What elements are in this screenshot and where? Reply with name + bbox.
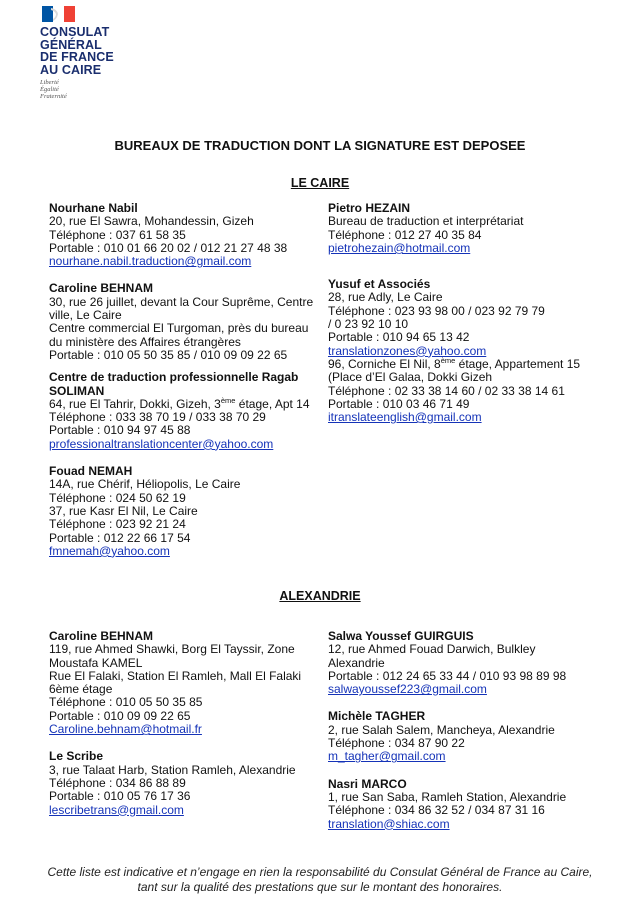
phone-line: Téléphone : 02 33 38 14 60 / 02 33 38 14 61 — [328, 383, 565, 398]
org-line: DE FRANCE — [40, 50, 114, 64]
translator-entry — [328, 202, 598, 255]
section-heading-cairo: LE CAIRE — [290, 176, 350, 190]
email-link[interactable]: translation@shiac.com — [328, 816, 450, 831]
phone-line: Téléphone : 012 27 40 35 84 — [328, 227, 482, 242]
phone-line: Téléphone : 023 92 21 24 — [49, 517, 186, 532]
translator-name: Nourhane Nabil — [49, 201, 138, 215]
address-line: (Place d’El Galaa, Dokki Gizeh — [328, 370, 493, 385]
cairo-right-column — [328, 202, 598, 433]
ordinal-suffix: ème — [220, 395, 236, 405]
address-text: étage, Apt 14 — [235, 396, 310, 411]
translator-entry — [49, 282, 319, 362]
marianne-flag-icon — [42, 6, 75, 22]
translator-entry — [328, 710, 598, 763]
address-text: 64, rue El Tahrir, Dokki, Gizeh, 3 — [49, 396, 221, 411]
phone-line: Téléphone : 034 86 32 52 / 034 87 31 16 — [328, 803, 545, 818]
translator-entry — [49, 630, 319, 736]
document-title: BUREAUX DE TRADUCTION DONT LA SIGNATURE EST DEPOSEE — [114, 138, 526, 153]
section-heading-alexandria: ALEXANDRIE — [279, 589, 361, 603]
mobile-line: Portable : 010 05 50 35 85 / 010 09 09 22 65 — [49, 347, 288, 362]
translator-entry — [49, 750, 319, 816]
translator-name: Michèle TAGHER — [328, 709, 426, 724]
email-link[interactable]: salwayoussef223@gmail.com — [328, 682, 487, 697]
motto-line: Égalité — [40, 86, 59, 93]
translator-entry — [49, 371, 319, 451]
phone-line: Téléphone : 023 93 98 00 / 023 92 79 79 — [328, 303, 545, 318]
address-line: 12, rue Ahmed Fouad Darwich, Bulkley — [328, 642, 536, 657]
email-link[interactable]: Caroline.behnam@hotmail.fr — [49, 722, 202, 737]
phone-line: Téléphone : 034 87 90 22 — [328, 736, 465, 751]
phone-line: Téléphone : 034 86 88 89 — [49, 775, 186, 790]
address-line: 37, rue Kasr El Nil, Le Caire — [49, 503, 198, 518]
mobile-line: Portable : 010 01 66 20 02 / 012 21 27 48 38 — [49, 240, 288, 255]
translator-entry — [49, 202, 319, 268]
phone-line: Téléphone : 037 61 58 35 — [49, 227, 186, 242]
cairo-left-column — [49, 202, 319, 567]
translator-name: Le Scribe — [49, 749, 104, 764]
mobile-line: Portable : 010 05 76 17 36 — [49, 789, 191, 804]
translator-name: Pietro HEZAIN — [328, 201, 411, 215]
mobile-line: Portable : 010 09 09 22 65 — [49, 708, 191, 723]
translator-name: Caroline BEHNAM — [49, 629, 154, 643]
address-line: 28, rue Adly, Le Caire — [328, 290, 443, 305]
alexandria-left-column — [49, 630, 319, 826]
org-line: CONSULAT — [40, 25, 110, 39]
alexandria-right-column — [328, 630, 598, 840]
email-link[interactable]: lescribetrans@gmail.com — [49, 802, 184, 817]
service-line: Bureau de traduction et interprétariat — [328, 214, 524, 229]
translator-name: Caroline BEHNAM — [49, 281, 154, 296]
address-line: 14A, rue Chérif, Héliopolis, Le Caire — [49, 477, 241, 492]
email-link[interactable]: nourhane.nabil.traduction@gmail.com — [49, 254, 252, 269]
translator-name: Salwa Youssef GUIRGUIS — [328, 629, 474, 643]
address-line: 1, rue San Saba, Ramleh Station, Alexandrie — [328, 789, 567, 804]
address-line: du ministère des Affaires étrangères — [49, 334, 241, 349]
motto-line: Liberté — [40, 79, 59, 86]
translator-entry — [328, 778, 598, 831]
address-line: Rue El Falaki, Station El Ramleh, Mall El Falaki — [49, 668, 302, 683]
address-line — [328, 355, 598, 371]
address-line: ville, Le Caire — [49, 308, 122, 323]
translator-name: SOLIMAN — [49, 383, 105, 398]
mobile-line: Portable : 010 94 65 13 42 — [328, 330, 470, 345]
address-line — [49, 395, 319, 411]
email-link[interactable]: professionaltranslationcenter@yahoo.com — [49, 436, 274, 451]
translator-name: Centre de traduction professionnelle Ragab — [49, 370, 299, 385]
address-line: Centre commercial El Turgoman, près du bureau — [49, 321, 309, 336]
mobile-line: Portable : 010 03 46 71 49 — [328, 396, 470, 411]
org-line: AU CAIRE — [40, 62, 102, 77]
republic-motto — [40, 79, 200, 100]
address-line: Alexandrie — [328, 655, 385, 670]
ordinal-suffix: ème — [440, 355, 456, 365]
motto-line: Fraternité — [40, 93, 67, 100]
address-line: 3, rue Talaat Harb, Station Ramleh, Alexandrie — [49, 762, 296, 777]
email-link[interactable]: translationzones@yahoo.com — [328, 343, 487, 358]
translator-name: Yusuf et Associés — [328, 277, 431, 292]
translator-name: Fouad NEMAH — [49, 464, 133, 479]
org-line: GÉNÉRAL — [40, 37, 102, 52]
address-line: 20, rue El Sawra, Mohandessin, Gizeh — [49, 214, 254, 229]
mobile-line: Portable : 010 94 97 45 88 — [49, 423, 191, 438]
phone-line: Téléphone : 024 50 62 19 — [49, 490, 186, 505]
email-link[interactable]: m_tagher@gmail.com — [328, 749, 446, 764]
phone-line: Téléphone : 033 38 70 19 / 033 38 70 29 — [49, 410, 266, 425]
address-text: étage, Appartement 15 — [455, 356, 581, 371]
address-line: Moustafa KAMEL — [49, 655, 143, 670]
consulate-name — [40, 26, 200, 76]
consulate-logo — [40, 6, 200, 100]
mobile-line: Portable : 012 22 66 17 54 — [49, 530, 191, 545]
disclaimer-footer: Cette liste est indicative et n’engage en rien la responsabilité du Consulat Général de France au Caire, tant sur la qualité des prestations que sur le montant des honoraires. — [47, 865, 593, 894]
phone-line: Téléphone : 010 05 50 35 85 — [49, 695, 203, 710]
translator-entry — [328, 278, 598, 424]
address-line: 30, rue 26 juillet, devant la Cour Suprême, Centre — [49, 294, 314, 309]
email-link[interactable]: itranslateenglish@gmail.com — [328, 410, 482, 425]
mobile-line: Portable : 012 24 65 33 44 / 010 93 98 89 98 — [328, 668, 567, 683]
email-link[interactable]: pietrohezain@hotmail.com — [328, 240, 471, 255]
address-text: 96, Corniche El Nil, 8 — [328, 356, 441, 371]
address-line: 119, rue Ahmed Shawki, Borg El Tayssir, Zone — [49, 642, 295, 657]
translator-name: Nasri MARCO — [328, 776, 407, 791]
email-link[interactable]: fmnemah@yahoo.com — [49, 543, 170, 558]
translator-entry — [328, 630, 598, 696]
translator-entry — [49, 465, 319, 558]
address-line: 2, rue Salah Salem, Mancheya, Alexandrie — [328, 722, 555, 737]
address-line: 6ème étage — [49, 682, 113, 697]
phone-line: / 0 23 92 10 10 — [328, 317, 409, 332]
